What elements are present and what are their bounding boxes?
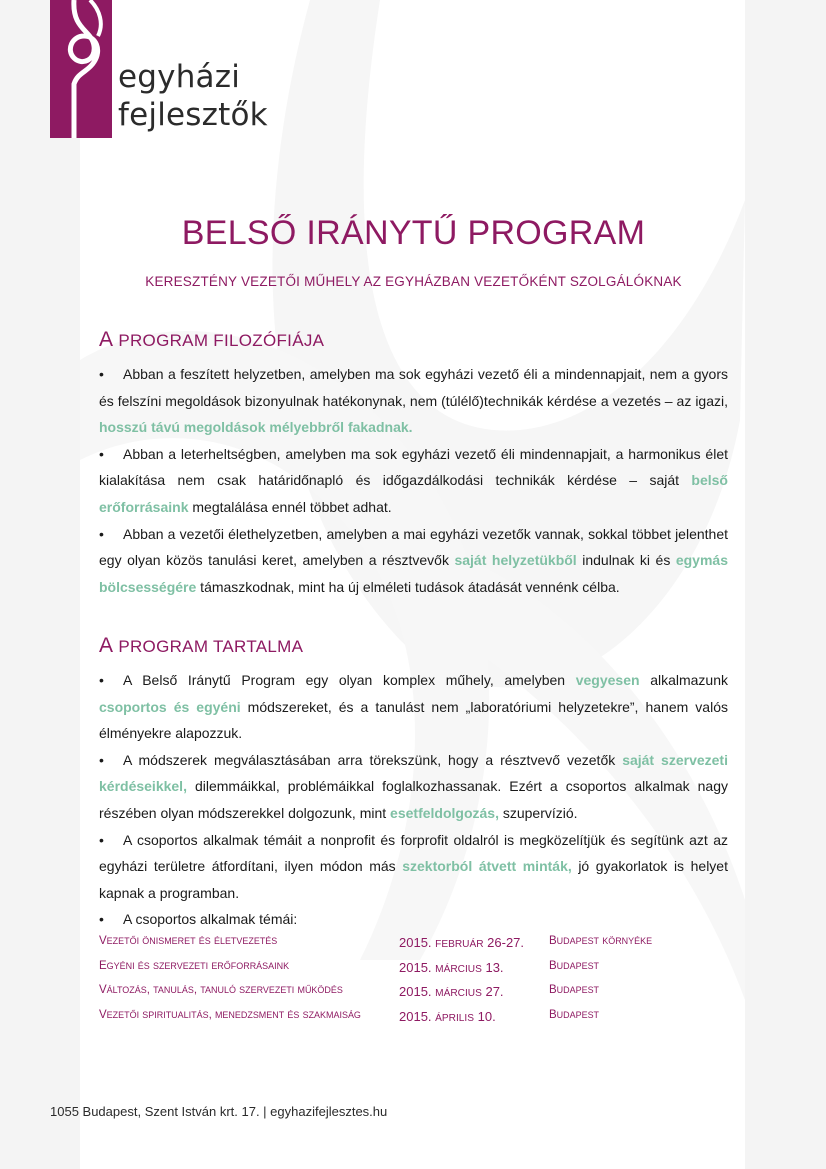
highlight-text: szektorból átvett minták,: [402, 858, 572, 875]
session-row: [99, 935, 739, 955]
bullet-text: támaszkodnak, mint ha új elméleti tudások átadását vennénk célba.: [196, 578, 620, 595]
session-date: 2015. ÁPRILIS 10.: [399, 1008, 496, 1024]
section-title-initial: A: [99, 634, 114, 657]
logo-wordmark: [118, 58, 268, 134]
bullet-text: Abban a feszített helyzetben, amelyben ma sok egyházi vezető éli a mindennapjait, nem a gyors és felszíni megoldások bizonyulnak hatékonynak, nem (túlélő)technikák kérdése a vezetés – az igazi,: [99, 366, 728, 409]
bullet-item: [99, 747, 728, 827]
bullet-dot-icon: •: [99, 751, 104, 768]
bullet-text: A csoportos alkalmak témáit a nonprofit és forprofit oldalról is megközelítjük és segítünk azt az egyházi területre átfordítani, ilyen módon más: [99, 831, 728, 875]
logo: [50, 0, 290, 145]
session-topic: EGYÉNI ÉS SZERVEZETI ERŐFORRÁSAINK: [99, 959, 290, 972]
session-row: [99, 984, 739, 1004]
bullet-item: [99, 521, 728, 601]
bullet-text: A módszerek megválasztásában arra törekszünk, hogy a résztvevő vezetők: [123, 751, 623, 768]
bullet-text: indulnak ki és: [576, 552, 676, 569]
bullet-dot-icon: •: [99, 445, 104, 462]
highlight-text: belső erőforrásaink: [99, 472, 728, 515]
bullet-item: [99, 361, 728, 441]
session-place: BUDAPEST: [549, 1008, 600, 1021]
session-row: [99, 960, 739, 980]
section-title-initial: A: [99, 328, 114, 351]
bullet-text: szupervízió.: [498, 804, 578, 821]
page-title: BELSŐ IRÁNYTŰ PROGRAM: [181, 214, 646, 252]
content-bullets: [99, 667, 728, 933]
session-topic: VEZETŐI ÖNISMERET ÉS ÉLETVEZETÉS: [99, 935, 278, 947]
bullet-text: megtalálása ennél többet adhat.: [188, 498, 392, 515]
bullet-dot-icon: •: [99, 831, 104, 848]
bullet-text: A Belső Iránytű Program egy olyan komplex műhely, amelyben: [123, 672, 576, 688]
bullet-item: [99, 906, 728, 933]
session-date: 2015. MÁRCIUS 13.: [399, 959, 504, 975]
highlight-text: vegyesen: [575, 672, 640, 688]
bullet-text: alkalmazunk: [639, 672, 729, 688]
session-topic: VEZETŐI SPIRITUALITÁS, MENEDZSMENT ÉS SZAKMAISÁG: [99, 1008, 361, 1021]
session-row: [99, 1009, 739, 1029]
bullet-dot-icon: •: [99, 911, 104, 928]
bullet-dot-icon: •: [99, 525, 104, 542]
philosophy-bullets: [99, 361, 728, 600]
bullet-dot-icon: •: [99, 672, 104, 688]
highlight-text: saját szervezeti kérdéseikkel,: [99, 751, 728, 795]
bullet-text: Abban a leterheltségben, amelyben ma sok egyházi vezető éli mindennapjait, a harmonikus élet kialakítása nem csak határidőnapló és időgazdálkodási technikák kérdése – saját: [99, 445, 728, 489]
session-place: BUDAPEST: [549, 959, 600, 972]
session-date: 2015. FEBRUÁR 26-27.: [399, 935, 525, 950]
section-title-content: [99, 634, 303, 658]
highlight-text: egymás bölcsességére: [99, 552, 728, 595]
highlight-text: hosszú távú megoldások mélyebbről fakadnak.: [99, 419, 413, 436]
logo-line-1: egyházi: [118, 59, 241, 95]
bullet-item: [99, 441, 728, 521]
section-title-philosophy: [99, 328, 324, 352]
bullet-text: dilemmáikkal, problémáikkal foglalkozhassanak. Ezért a csoportos alkalmak nagy részében olyan módszerekkel dolgozunk, mint: [99, 778, 728, 821]
section-title-text: PROGRAM FILOZÓFIÁJA: [113, 331, 325, 350]
section-title-text: PROGRAM TARTALMA: [113, 637, 304, 656]
bullet-item: [99, 667, 728, 747]
logo-line-2: fejlesztők: [118, 97, 268, 133]
session-place: BUDAPEST KÖRNYÉKE: [549, 935, 653, 947]
bullet-text: Abban a vezetői élethelyzetben, amelyben a mai egyházi vezetők vannak, sokkal többet jelenthet egy olyan közös tanulási keret, amelyben a résztvevők: [99, 525, 728, 569]
session-topic: VÁLTOZÁS, TANULÁS, TANULÓ SZERVEZETI MŰKÖDÉS: [99, 984, 343, 996]
session-date: 2015. MÁRCIUS 27.: [399, 984, 504, 999]
highlight-text: saját helyzetükből: [454, 552, 577, 569]
bullet-text: módszereket, és a tanulást nem „laboratóriumi helyzetekre”, hanem valós élményekre alapozzuk.: [99, 698, 728, 742]
footer-address: 1055 Budapest, Szent István krt. 17. | egyhazifejlesztes.hu: [50, 1104, 388, 1119]
page-subtitle: KERESZTÉNY VEZETŐI MŰHELY AZ EGYHÁZBAN VEZETŐKÉNT SZOLGÁLÓKNAK: [145, 274, 682, 289]
bullet-text: jó gyakorlatok is helyet kapnak a programban.: [99, 858, 728, 901]
session-place: BUDAPEST: [549, 984, 600, 996]
highlight-text: esetfeldolgozás,: [390, 804, 499, 821]
highlight-text: csoportos és egyéni: [99, 698, 241, 715]
bullet-text: A csoportos alkalmak témái:: [123, 911, 298, 928]
bullet-dot-icon: •: [99, 366, 104, 382]
logo-mark-icon: [50, 0, 112, 138]
bullet-item: [99, 827, 728, 907]
